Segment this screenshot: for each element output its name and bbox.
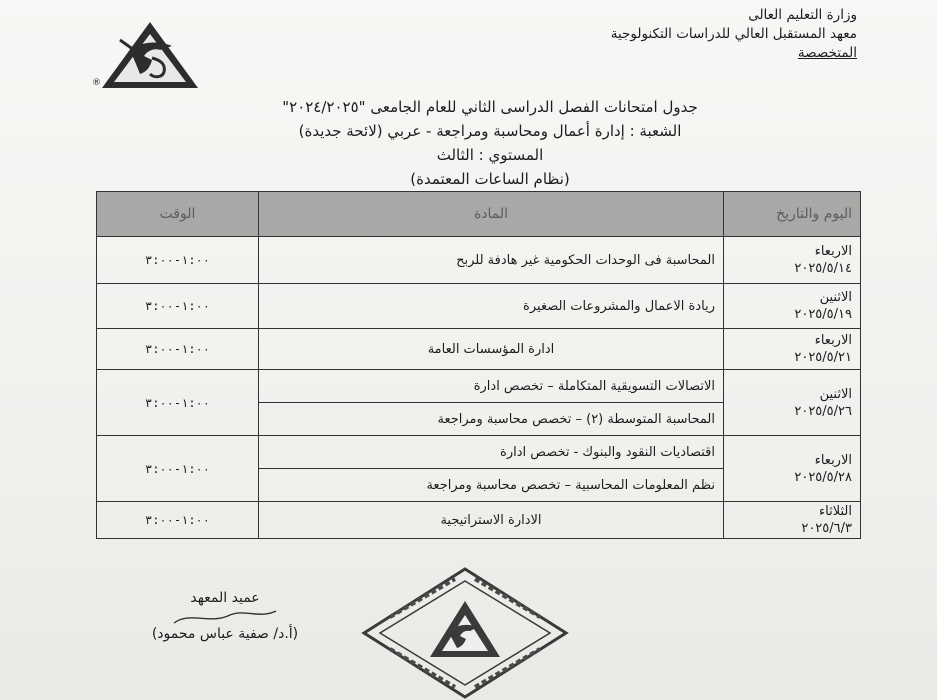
subject-cell: الادارة الاستراتيجية (259, 502, 724, 539)
ministry-name: وزارة التعليم العالى (748, 7, 857, 23)
day-date: ٢٠٢٥/٥/٢١ (794, 350, 852, 365)
time-cell: ١:٠٠-٣:٠٠ (97, 329, 259, 370)
table-row (97, 237, 861, 284)
time-cell: ١:٠٠-٣:٠٠ (97, 237, 259, 284)
day-date: ٢٠٢٥/٥/٢٦ (794, 403, 852, 419)
time-cell: ١:٠٠-٣:٠٠ (97, 436, 259, 502)
exam-schedule-table (96, 191, 861, 539)
registered-mark: ® (92, 78, 101, 88)
subject-cell: ادارة المؤسسات العامة (259, 329, 724, 370)
day-name: الاثنين (819, 290, 852, 305)
day-name: الاربعاء (814, 244, 852, 259)
official-stamp-icon (360, 565, 570, 700)
day-cell (724, 329, 861, 370)
subject-cell: المحاسبة المتوسطة (٢) – تخصص محاسبة ومراجعة (259, 403, 724, 436)
table-row (97, 329, 861, 370)
day-cell (724, 502, 861, 539)
table-row (97, 502, 861, 539)
dean-name: (أ.د/ صفية عباس محمود) (151, 626, 299, 642)
table-row (97, 284, 861, 329)
day-name: الاثنين (819, 386, 852, 402)
day-cell (724, 436, 861, 502)
subject-cell: اقتصاديات النقود والبنوك - تخصص ادارة (259, 436, 724, 469)
subject-cell: الاتصالات التسويقية المتكاملة – تخصص ادارة (259, 370, 724, 403)
institute-logo-icon (100, 20, 200, 94)
day-name: الاربعاء (814, 452, 852, 468)
subject-cell: نظم المعلومات المحاسبية – تخصص محاسبة ومراجعة (259, 469, 724, 502)
day-name: الاربعاء (814, 333, 852, 348)
header-subject: المادة (259, 192, 724, 237)
day-date: ٢٠٢٥/٥/١٤ (794, 261, 852, 276)
institute-name: معهد المستقبل العالي للدراسات التكنولوجية (610, 26, 857, 42)
exam-title: جدول امتحانات الفصل الدراسى الثاني للعام الجامعى "٢٠٢٤/٢٠٢٥" (282, 98, 698, 116)
day-cell (724, 284, 861, 329)
level-line: المستوي : الثالث (436, 146, 544, 164)
credit-system-line: (نظام الساعات المعتمدة) (410, 170, 570, 188)
day-date: ٢٠٢٥/٥/١٩ (794, 307, 852, 322)
subject-cell: ريادة الاعمال والمشروعات الصغيرة (259, 284, 724, 329)
division-line: الشعبة : إدارة أعمال ومحاسبة ومراجعة - عربي (لائحة جديدة) (298, 122, 682, 140)
day-cell (724, 237, 861, 284)
table-header-row (97, 192, 861, 237)
table-row (97, 436, 861, 469)
day-cell (724, 370, 861, 436)
time-cell: ١:٠٠-٣:٠٠ (97, 502, 259, 539)
subject-cell: المحاسبة فى الوحدات الحكومية غير هادفة للربح (259, 237, 724, 284)
table-row (97, 370, 861, 403)
header-day: اليوم والتاريخ (724, 192, 861, 237)
dean-title: عميد المعهد (190, 590, 260, 606)
header-time: الوقت (97, 192, 259, 237)
time-cell: ١:٠٠-٣:٠٠ (97, 284, 259, 329)
institute-specialized: المتخصصة (797, 45, 857, 61)
day-date: ٢٠٢٥/٥/٢٨ (794, 469, 852, 485)
day-name: الثلاثاء (819, 504, 852, 519)
institution-header (611, 6, 857, 63)
exam-title-block (140, 95, 840, 191)
time-cell: ١:٠٠-٣:٠٠ (97, 370, 259, 436)
day-date: ٢٠٢٥/٦/٣ (801, 521, 852, 536)
handwritten-signature-icon (170, 605, 280, 633)
